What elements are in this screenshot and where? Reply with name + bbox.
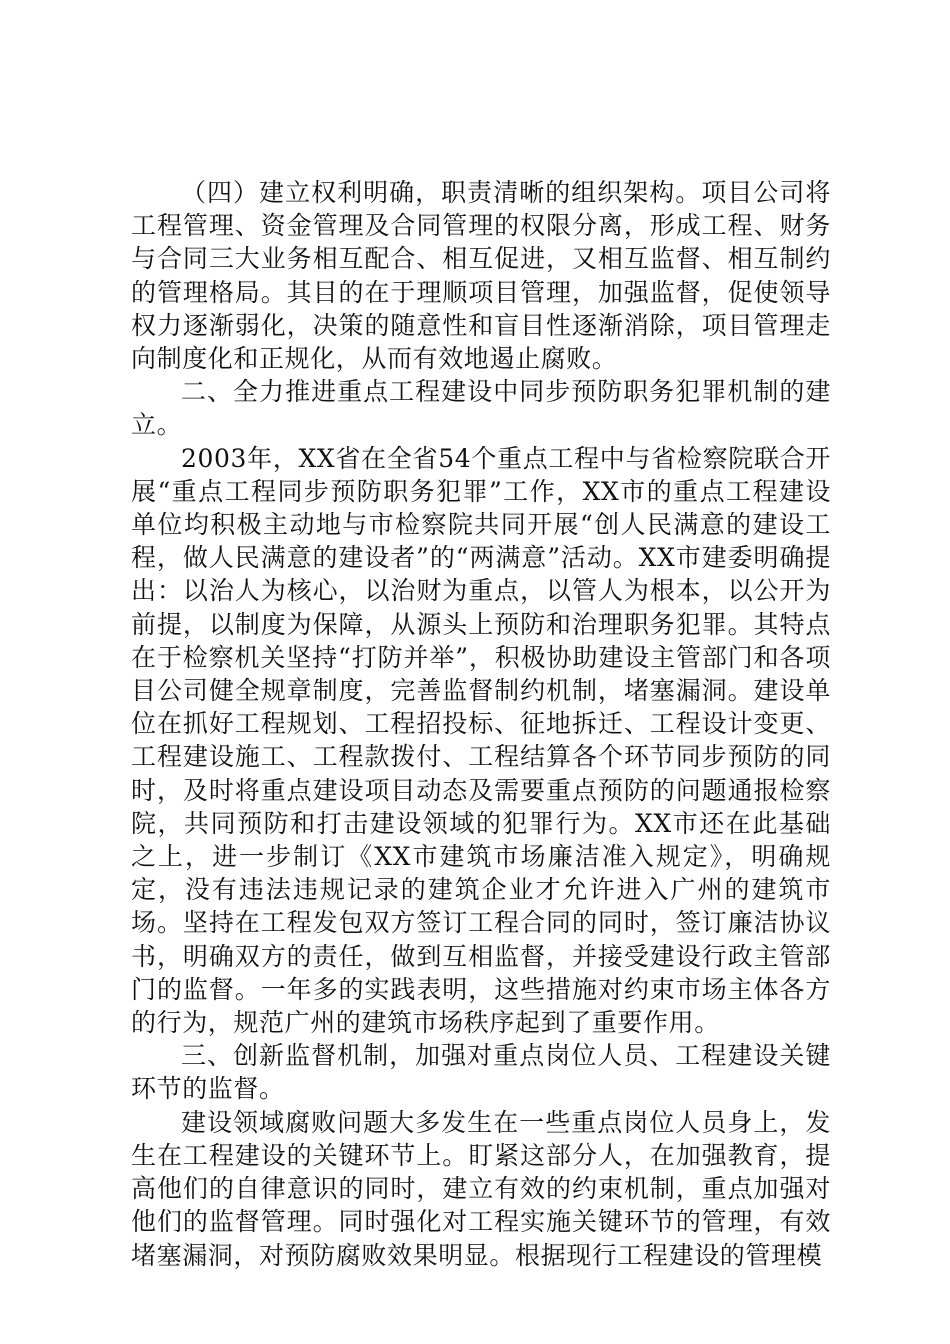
paragraph-org-structure: （四）建立权利明确，职责清晰的组织架构。项目公司将工程管理、资金管理及合同管理的权限分离，形成工程、财务与合同三大业务相互配合、相互促进，又相互监督、相互制约的管理格局。其目的在于理顺项目管理，加强监督，促使领导权力逐渐弱化，决策的随意性和盲目性逐渐消除，项目管理走向制度化和正规化，从而有效地遏止腐败。 — [131, 178, 831, 374]
document-body — [131, 176, 831, 1272]
paragraph-prevention-mechanism: 2003年，XX省在全省54个重点工程中与省检察院联合开展“重点工程同步预防职务犯罪”工作，XX市的重点工程建设单位均积极主动地与市检察院共同开展“创人民满意的建设工程，做人民满意的建设者”的“两满意”活动。XX市建委明确提出：以治人为核心，以治财为重点，以管人为根本，以公开为前提，以制度为保障，从源头上预防和治理职务犯罪。其特点在于检察机关坚持“打防并举”，积极协助建设主管部门和各项目公司健全规章制度，完善监督制约机制，堵塞漏洞。建设单位在抓好工程规划、工程招投标、征地拆迁、工程设计变更、工程建设施工、工程款拨付、工程结算各个环节同步预防的同时，及时将重点建设项目动态及需要重点预防的问题通报检察院，共同预防和打击建设领域的犯罪行为。XX市还在此基础之上，进一步制订《XX市建筑市场廉洁准入规定》，明确规定，没有违法违规记录的建筑企业才允许进入广州的建筑市场。坚持在工程发包双方签订工程合同的同时，签订廉洁协议书，明确双方的责任，做到互相监督，并接受建设行政主管部门的监督。一年多的实践表明，这些措施对约束市场主体各方的行为，规范广州的建筑市场秩序起到了重要作用。 — [131, 443, 831, 1038]
paragraph-supervision: 建设领域腐败问题大多发生在一些重点岗位人员身上，发生在工程建设的关键环节上。盯紧这部分人，在加强教育，提高他们的自律意识的同时，建立有效的约束机制，重点加强对他们的监督管理。同时强化对工程实施关键环节的管理，有效堵塞漏洞，对预防腐败效果明显。根据现行工程建设的管理模 — [131, 1107, 831, 1270]
section-heading-2: 二、全力推进重点工程建设中同步预防职务犯罪机制的建立。 — [131, 377, 831, 440]
section-heading-3: 三、创新监督机制，加强对重点岗位人员、工程建设关键环节的监督。 — [131, 1041, 831, 1104]
